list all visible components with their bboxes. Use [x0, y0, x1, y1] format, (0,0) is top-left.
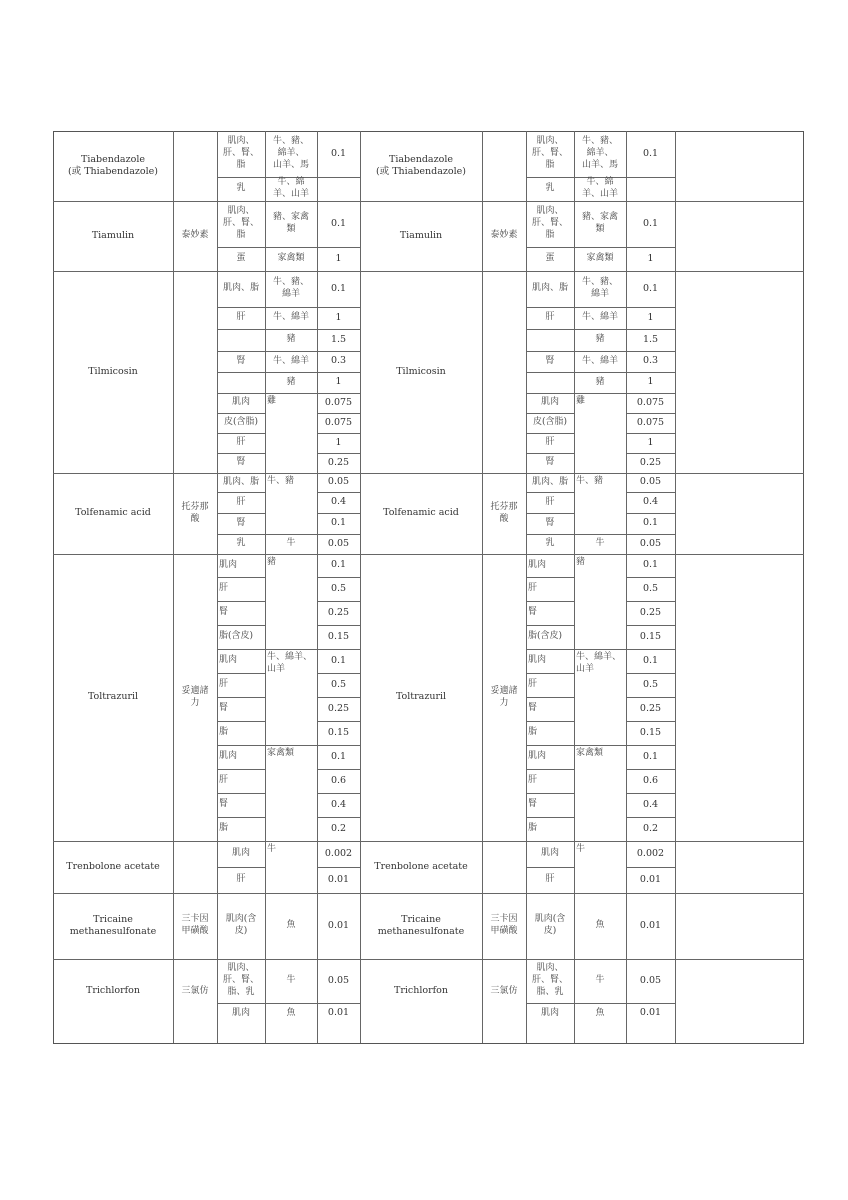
tissue-cell-left: 肌肉 [231, 397, 250, 408]
tissue-cell-right: 肝 [545, 312, 555, 323]
mrl-value-left: 0.6 [330, 774, 347, 786]
drug-zh-name-right: 泰妙素 [490, 230, 518, 241]
drug-name-right: Tolfenamic acid [383, 507, 459, 519]
mrl-value-left: 0.1 [330, 217, 347, 229]
tissue-cell-right: 肝 [545, 874, 555, 885]
mrl-value-right: 0.25 [639, 456, 662, 468]
mrl-value-right: 0.15 [639, 726, 662, 738]
species-cell-right: 家禽類 [576, 748, 604, 758]
tissue-cell-left [217, 329, 265, 351]
tissue-cell-left: 蛋 [236, 253, 246, 264]
tissue-cell-right: 腎 [528, 799, 538, 810]
tissue-cell-left: 肌肉 [219, 559, 238, 570]
mrl-value-right: 0.1 [642, 147, 659, 159]
mrl-value-left: 0.01 [327, 1007, 350, 1019]
tissue-cell-left: 肝 [236, 312, 246, 323]
tissue-cell-right: 乳 [545, 183, 555, 194]
tissue-cell-left: 肝 [219, 775, 229, 786]
tissue-cell-left: 肌肉、 肝、腎、 脂 [222, 206, 259, 240]
tissue-cell-left: 肌肉、脂 [222, 283, 259, 294]
species-cell-left: 牛 [286, 538, 296, 549]
mrl-value-right: 1.5 [642, 333, 659, 345]
species-cell-left: 豬 [286, 334, 296, 345]
mrl-value-right: 0.1 [642, 750, 659, 762]
tissue-cell-right: 肝 [545, 496, 555, 507]
mrl-value-left: 0.05 [327, 537, 350, 549]
mrl-value-right: 1 [647, 311, 654, 323]
tissue-cell-right: 肌肉 [540, 1007, 559, 1018]
drug-name-left: Tricaine methanesulfonate [69, 913, 157, 937]
mrl-value-right: 0.1 [642, 517, 659, 529]
species-cell-left: 牛、豬、 綿羊、 山羊、馬 [272, 136, 309, 170]
tissue-cell-right: 腎 [545, 355, 555, 366]
tissue-cell-left: 脂 [219, 727, 229, 738]
species-cell-left: 牛 [267, 844, 277, 854]
mrl-value-left: 0.1 [330, 282, 347, 294]
tissue-cell-left: 腎 [219, 607, 229, 618]
mrl-value-right: 0.15 [639, 630, 662, 642]
species-cell-right: 牛 [576, 844, 586, 854]
species-cell-right: 牛、綿羊 [581, 355, 618, 366]
species-cell-left: 牛、綿 羊、山羊 [272, 177, 309, 199]
mrl-value-right: 0.1 [642, 654, 659, 666]
mrl-value-left: 0.15 [327, 630, 350, 642]
drug-zh-name-left: 三氯仿 [181, 985, 209, 996]
drug-zh-name-left: 三卡因 甲磺酸 [181, 914, 209, 936]
tissue-cell-right: 肌肉 [540, 848, 559, 859]
mrl-value-right: 0.075 [636, 416, 665, 428]
species-cell-right: 牛、豬、 綿羊、 山羊、馬 [581, 136, 618, 170]
mrl-value-left: 1 [335, 376, 342, 388]
mrl-value-right: 0.1 [642, 559, 659, 571]
tissue-cell-left: 肌肉 [219, 751, 238, 762]
tissue-cell-right: 肌肉 [528, 559, 547, 570]
mrl-value-left: 0.3 [330, 355, 347, 367]
mrl-value-right: 1 [647, 376, 654, 388]
mrl-value-right: 0.6 [642, 774, 659, 786]
tissue-cell-right: 肌肉 [528, 655, 547, 666]
drug-name-left: Trichlorfon [85, 985, 140, 997]
tissue-cell-right: 肌肉(含 皮) [534, 914, 566, 936]
mrl-value-right: 0.075 [636, 396, 665, 408]
drug-name-left: Tiamulin [91, 229, 135, 241]
tissue-cell-left: 脂(含皮) [219, 631, 254, 642]
mrl-value-right: 0.4 [642, 798, 659, 810]
mrl-value-left: 0.4 [330, 496, 347, 508]
drug-zh-name-right [482, 271, 526, 473]
species-cell-right: 牛、綿 羊、山羊 [581, 177, 618, 199]
tissue-cell-right: 肌肉、 肝、腎、 脂 [531, 136, 568, 170]
mrl-value-right: 0.05 [639, 537, 662, 549]
species-cell-right: 牛、綿羊、 山羊 [576, 652, 622, 674]
tissue-cell-left: 肌肉 [219, 655, 238, 666]
drug-zh-name-left [173, 841, 217, 893]
mrl-value-left: 0.1 [330, 654, 347, 666]
mrl-value-right: 0.01 [639, 873, 662, 885]
tissue-cell-left: 肌肉、 肝、腎、 脂、乳 [222, 963, 259, 997]
tissue-cell-left: 肝 [236, 874, 246, 885]
species-cell-left: 牛 [286, 975, 296, 986]
species-cell-right: 魚 [595, 1007, 605, 1018]
species-cell-left: 豬 [286, 376, 296, 387]
species-cell-right: 豬 [595, 376, 605, 387]
drug-name-right: Trenbolone acetate [374, 860, 468, 872]
species-cell-left: 牛、豬、 綿羊 [272, 277, 309, 299]
drug-zh-name-left: 泰妙素 [181, 230, 209, 241]
drug-zh-name-left [173, 271, 217, 473]
column-divider [675, 131, 676, 1043]
mrl-value-right: 0.01 [639, 1007, 662, 1019]
tissue-cell-left: 腎 [236, 355, 246, 366]
drug-name-right: Tilmicosin [396, 365, 446, 377]
mrl-value-right: 0.25 [639, 702, 662, 714]
mrl-value-left: 0.075 [324, 396, 353, 408]
tissue-cell-left: 乳 [236, 183, 246, 194]
tissue-cell-left: 肝 [219, 583, 229, 594]
mrl-value-left: 1 [335, 311, 342, 323]
tissue-cell-right [526, 372, 574, 393]
tissue-cell-left: 肌肉、 肝、腎、 脂 [222, 136, 259, 170]
mrl-value-left: 0.5 [330, 678, 347, 690]
tissue-cell-left: 肌肉 [231, 848, 250, 859]
tissue-cell-right: 肌肉、脂 [531, 283, 568, 294]
drug-name-left: Tilmicosin [88, 365, 138, 377]
species-cell-right: 牛、綿羊 [581, 312, 618, 323]
tissue-cell-right: 乳 [545, 538, 555, 549]
mrl-value-right: 0.05 [639, 476, 662, 488]
drug-zh-name-right: 托芬那 酸 [490, 501, 518, 524]
tissue-cell-left: 腎 [236, 517, 246, 528]
tissue-cell-right: 肌肉、脂 [531, 476, 568, 487]
tissue-cell-right: 肌肉、 肝、腎、 脂 [531, 206, 568, 240]
mrl-value-left: 0.01 [327, 919, 350, 931]
tissue-cell-right: 肝 [528, 583, 538, 594]
species-cell-left: 牛、綿羊、 山羊 [267, 652, 313, 674]
mrl-value-left: 0.4 [330, 798, 347, 810]
drug-zh-name-right [482, 841, 526, 893]
mrl-value-right: 0.25 [639, 606, 662, 618]
tissue-cell-left: 腎 [236, 457, 246, 468]
tissue-cell-left: 脂 [219, 823, 229, 834]
mrl-value-right: 0.002 [636, 847, 665, 859]
species-cell-right: 雞 [576, 396, 586, 406]
tissue-cell-right: 皮(含脂) [532, 417, 568, 428]
drug-name-right: Tiamulin [399, 229, 443, 241]
tissue-cell-right [526, 329, 574, 351]
drug-zh-name-right: 三氯仿 [490, 985, 518, 996]
mrl-value-left: 1 [335, 252, 342, 264]
drug-zh-name-left: 托芬那 酸 [181, 501, 209, 524]
mrl-value-left: 0.1 [330, 559, 347, 571]
drug-name-left: Tolfenamic acid [75, 507, 151, 519]
tissue-cell-left: 肌肉、脂 [222, 476, 259, 487]
mrl-value-right: 0.01 [639, 919, 662, 931]
drug-zh-name-left [173, 131, 217, 201]
mrl-value-right: 0.1 [642, 282, 659, 294]
species-cell-right: 豬 [595, 334, 605, 345]
drug-name-left: Tiabendazole (或 Thiabendazole) [67, 153, 159, 177]
mrl-value-left: 0.1 [330, 750, 347, 762]
mrl-value-right: 0.3 [642, 355, 659, 367]
tissue-cell-right: 腎 [545, 517, 555, 528]
species-cell-left: 牛、豬 [267, 476, 295, 486]
mrl-value-right: 0.05 [639, 974, 662, 986]
mrl-value-left: 1.5 [330, 333, 347, 345]
mrl-value-right: 0.5 [642, 678, 659, 690]
mrl-value-left: 0.002 [324, 847, 353, 859]
tissue-cell-right: 肌肉 [540, 397, 559, 408]
mrl-value-right: 1 [647, 252, 654, 264]
tissue-cell-left: 乳 [236, 538, 246, 549]
tissue-cell-right: 蛋 [545, 253, 555, 264]
tissue-cell-right: 腎 [528, 607, 538, 618]
tissue-cell-left: 肝 [236, 437, 246, 448]
species-cell-left: 牛、綿羊 [272, 312, 309, 323]
mrl-value-left: 0.2 [330, 822, 347, 834]
drug-name-right: Tricaine methanesulfonate [377, 913, 465, 937]
species-cell-left: 魚 [286, 1007, 296, 1018]
tissue-cell-right: 腎 [545, 457, 555, 468]
tissue-cell-right: 肝 [545, 437, 555, 448]
species-cell-right: 豬 [576, 557, 586, 567]
species-cell-right: 豬、家禽 類 [581, 212, 618, 234]
species-cell-right: 牛 [595, 538, 605, 549]
mrl-value-left: 0.05 [327, 974, 350, 986]
mrl-value-right: 0.1 [642, 217, 659, 229]
mrl-value-left: 0.15 [327, 726, 350, 738]
tissue-cell-left: 腎 [219, 799, 229, 810]
tissue-cell-left: 皮(含脂) [223, 417, 259, 428]
species-cell-left: 豬 [267, 557, 277, 567]
species-cell-left: 家禽類 [267, 748, 295, 758]
mrl-value-left: 1 [335, 436, 342, 448]
mrl-value-right [626, 177, 675, 201]
species-cell-right: 牛 [595, 975, 605, 986]
species-cell-right: 牛、豬、 綿羊 [581, 277, 618, 299]
tissue-cell-left: 肌肉(含 皮) [225, 914, 257, 936]
mrl-value-right: 1 [647, 436, 654, 448]
mrl-value-left: 0.25 [327, 702, 350, 714]
tissue-cell-left: 肝 [219, 679, 229, 690]
mrl-value-right: 0.5 [642, 582, 659, 594]
tissue-cell-left: 肝 [236, 496, 246, 507]
mrl-value-left: 0.05 [327, 476, 350, 488]
species-cell-left: 牛、綿羊 [272, 355, 309, 366]
mrl-value-left: 0.1 [330, 147, 347, 159]
tissue-cell-right: 腎 [528, 703, 538, 714]
mrl-value-left: 0.075 [324, 416, 353, 428]
tissue-cell-right: 脂(含皮) [528, 631, 563, 642]
mrl-value-right: 0.4 [642, 496, 659, 508]
tissue-cell-right: 脂 [528, 727, 538, 738]
species-cell-right: 魚 [595, 920, 605, 931]
drug-zh-name-right: 三卡因 甲磺酸 [490, 914, 518, 936]
tissue-cell-left: 腎 [219, 703, 229, 714]
tissue-cell-left: 肌肉 [231, 1007, 250, 1018]
mrl-value-left: 0.25 [327, 456, 350, 468]
drug-name-right: Toltrazuril [395, 691, 447, 703]
species-cell-left: 魚 [286, 920, 296, 931]
drug-name-right: Trichlorfon [393, 985, 448, 997]
drug-name-right: Tiabendazole (或 Thiabendazole) [375, 153, 467, 177]
mrl-value-left: 0.25 [327, 606, 350, 618]
drug-name-left: Trenbolone acetate [66, 860, 160, 872]
tissue-cell-right: 肝 [528, 775, 538, 786]
species-cell-left: 雞 [267, 396, 277, 406]
tissue-cell-right: 脂 [528, 823, 538, 834]
species-cell-left: 家禽類 [277, 253, 305, 264]
tissue-cell-right: 肌肉、 肝、腎、 脂、乳 [531, 963, 568, 997]
mrl-value-right: 0.2 [642, 822, 659, 834]
species-cell-right: 牛、豬 [576, 476, 604, 486]
tissue-cell-left [217, 372, 265, 393]
mrl-value-left: 0.01 [327, 873, 350, 885]
drug-zh-name-left: 妥適諸 力 [181, 685, 209, 708]
mrl-value-left: 0.1 [330, 517, 347, 529]
species-cell-left: 豬、家禽 類 [272, 212, 309, 234]
drug-zh-name-right: 妥適諸 力 [490, 685, 518, 708]
species-cell-right: 家禽類 [586, 253, 614, 264]
mrl-value-left [317, 177, 360, 201]
mrl-value-left: 0.5 [330, 582, 347, 594]
drug-zh-name-right [482, 131, 526, 201]
tissue-cell-right: 肌肉 [528, 751, 547, 762]
tissue-cell-right: 肝 [528, 679, 538, 690]
drug-name-left: Toltrazuril [87, 691, 139, 703]
